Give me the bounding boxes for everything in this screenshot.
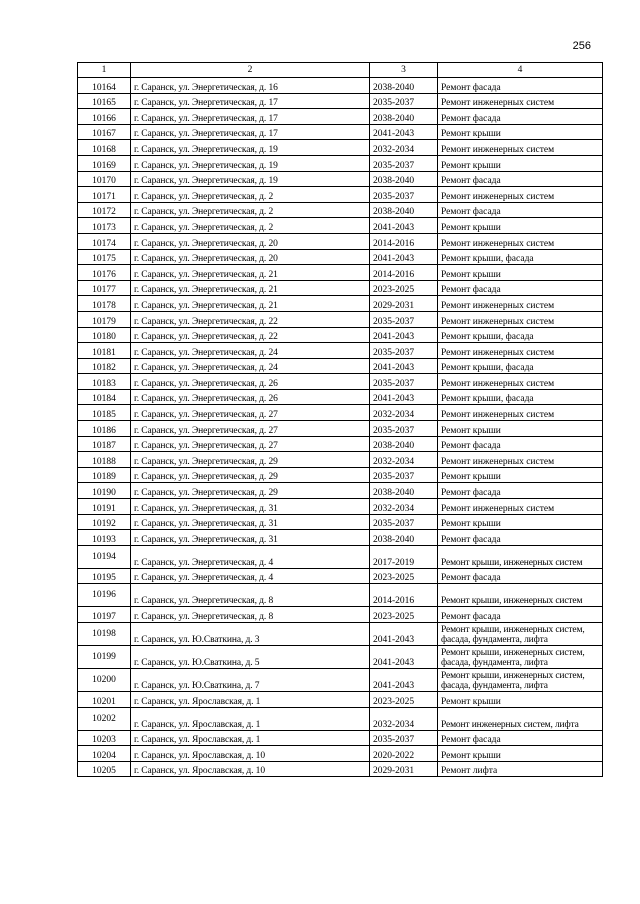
work-type-cell: Ремонт крыши	[438, 218, 603, 234]
period-cell: 2032-2034	[370, 452, 438, 468]
column-header-work-type: 4	[438, 63, 603, 78]
period-cell: 2041-2043	[370, 249, 438, 265]
period-cell: 2038-2040	[370, 436, 438, 452]
row-number-cell: 10177	[78, 280, 131, 296]
row-number-cell: 10165	[78, 93, 131, 109]
period-cell: 2035-2037	[370, 311, 438, 327]
address-cell: г. Саранск, ул. Энергетическая, д. 8	[131, 584, 370, 607]
work-type-cell: Ремонт инженерных систем	[438, 311, 603, 327]
address-cell: г. Саранск, ул. Энергетическая, д. 29	[131, 467, 370, 483]
period-cell: 2032-2034	[370, 499, 438, 515]
row-number-cell: 10198	[78, 623, 131, 646]
row-number-cell: 10174	[78, 233, 131, 249]
table-row	[78, 358, 603, 374]
period-cell: 2035-2037	[370, 467, 438, 483]
period-cell: 2041-2043	[370, 327, 438, 343]
table-row	[78, 499, 603, 515]
table-row	[78, 607, 603, 623]
work-type-cell: Ремонт фасада	[438, 171, 603, 187]
repair-schedule-table	[77, 62, 603, 777]
row-number-cell: 10178	[78, 296, 131, 312]
period-cell: 2035-2037	[370, 155, 438, 171]
work-type-cell: Ремонт фасада	[438, 530, 603, 546]
work-type-cell: Ремонт фасада	[438, 280, 603, 296]
row-number-cell: 10189	[78, 467, 131, 483]
work-type-cell: Ремонт крыши, фасада	[438, 249, 603, 265]
period-cell: 2035-2037	[370, 421, 438, 437]
table-row	[78, 202, 603, 218]
work-type-cell: Ремонт крыши	[438, 514, 603, 530]
table-row	[78, 187, 603, 203]
work-type-cell: Ремонт фасада	[438, 109, 603, 125]
period-cell: 2023-2025	[370, 692, 438, 708]
table-row	[78, 761, 603, 777]
period-cell: 2038-2040	[370, 171, 438, 187]
row-number-cell: 10172	[78, 202, 131, 218]
table-row	[78, 623, 603, 646]
table-row	[78, 233, 603, 249]
table-row	[78, 436, 603, 452]
table-row	[78, 218, 603, 234]
address-cell: г. Саранск, ул. Ю.Сваткина, д. 7	[131, 669, 370, 692]
address-cell: г. Саранск, ул. Энергетическая, д. 16	[131, 78, 370, 94]
work-type-cell: Ремонт крыши	[438, 155, 603, 171]
period-cell: 2023-2025	[370, 568, 438, 584]
address-cell: г. Саранск, ул. Энергетическая, д. 2	[131, 187, 370, 203]
table-row	[78, 249, 603, 265]
period-cell: 2017-2019	[370, 545, 438, 568]
period-cell: 2014-2016	[370, 584, 438, 607]
table-row	[78, 93, 603, 109]
row-number-cell: 10190	[78, 483, 131, 499]
table-row	[78, 311, 603, 327]
address-cell: г. Саранск, ул. Энергетическая, д. 26	[131, 374, 370, 390]
work-type-cell: Ремонт крыши, инженерных систем	[438, 584, 603, 607]
address-cell: г. Саранск, ул. Энергетическая, д. 19	[131, 140, 370, 156]
work-type-cell: Ремонт крыши	[438, 124, 603, 140]
address-cell: г. Саранск, ул. Энергетическая, д. 29	[131, 452, 370, 468]
address-cell: г. Саранск, ул. Энергетическая, д. 8	[131, 607, 370, 623]
table-row	[78, 452, 603, 468]
row-number-cell: 10186	[78, 421, 131, 437]
row-number-cell: 10196	[78, 584, 131, 607]
work-type-cell: Ремонт инженерных систем	[438, 343, 603, 359]
row-number-cell: 10185	[78, 405, 131, 421]
row-number-cell: 10203	[78, 730, 131, 746]
work-type-cell: Ремонт фасада	[438, 78, 603, 94]
row-number-cell: 10194	[78, 545, 131, 568]
work-type-cell: Ремонт инженерных систем, лифта	[438, 707, 603, 730]
table-row	[78, 467, 603, 483]
period-cell: 2029-2031	[370, 761, 438, 777]
work-type-cell: Ремонт крыши, фасада	[438, 389, 603, 405]
period-cell: 2023-2025	[370, 280, 438, 296]
row-number-cell: 10193	[78, 530, 131, 546]
table-row	[78, 265, 603, 281]
row-number-cell: 10195	[78, 568, 131, 584]
period-cell: 2038-2040	[370, 202, 438, 218]
period-cell: 2032-2034	[370, 405, 438, 421]
period-cell: 2041-2043	[370, 218, 438, 234]
table-row	[78, 692, 603, 708]
address-cell: г. Саранск, ул. Энергетическая, д. 20	[131, 233, 370, 249]
row-number-cell: 10204	[78, 746, 131, 762]
work-type-cell: Ремонт фасада	[438, 436, 603, 452]
period-cell: 2035-2037	[370, 514, 438, 530]
table-row	[78, 109, 603, 125]
table-row	[78, 514, 603, 530]
column-header-number: 1	[78, 63, 131, 78]
address-cell: г. Саранск, ул. Ю.Сваткина, д. 5	[131, 646, 370, 669]
period-cell: 2038-2040	[370, 530, 438, 546]
address-cell: г. Саранск, ул. Ю.Сваткина, д. 3	[131, 623, 370, 646]
table-row	[78, 483, 603, 499]
work-type-cell: Ремонт крыши, фасада	[438, 327, 603, 343]
work-type-cell: Ремонт крыши, инженерных систем	[438, 545, 603, 568]
address-cell: г. Саранск, ул. Ярославская, д. 10	[131, 761, 370, 777]
period-cell: 2029-2031	[370, 296, 438, 312]
work-type-cell: Ремонт крыши, фасада	[438, 358, 603, 374]
address-cell: г. Саранск, ул. Ярославская, д. 1	[131, 730, 370, 746]
address-cell: г. Саранск, ул. Энергетическая, д. 27	[131, 405, 370, 421]
table-row	[78, 374, 603, 390]
work-type-cell: Ремонт крыши, инженерных систем, фасада, фундамента, лифта	[438, 669, 603, 692]
period-cell: 2041-2043	[370, 669, 438, 692]
work-type-cell: Ремонт фасада	[438, 607, 603, 623]
work-type-cell: Ремонт инженерных систем	[438, 374, 603, 390]
table-row	[78, 327, 603, 343]
period-cell: 2038-2040	[370, 109, 438, 125]
work-type-cell: Ремонт фасада	[438, 483, 603, 499]
table-row	[78, 343, 603, 359]
table-row	[78, 530, 603, 546]
row-number-cell: 10184	[78, 389, 131, 405]
address-cell: г. Саранск, ул. Энергетическая, д. 26	[131, 389, 370, 405]
period-cell: 2038-2040	[370, 78, 438, 94]
address-cell: г. Саранск, ул. Ярославская, д. 1	[131, 692, 370, 708]
work-type-cell: Ремонт инженерных систем	[438, 140, 603, 156]
row-number-cell: 10176	[78, 265, 131, 281]
table-row	[78, 421, 603, 437]
work-type-cell: Ремонт фасада	[438, 568, 603, 584]
address-cell: г. Саранск, ул. Ярославская, д. 10	[131, 746, 370, 762]
row-number-cell: 10168	[78, 140, 131, 156]
address-cell: г. Саранск, ул. Энергетическая, д. 17	[131, 93, 370, 109]
table-row	[78, 389, 603, 405]
address-cell: г. Саранск, ул. Энергетическая, д. 31	[131, 514, 370, 530]
table-row	[78, 296, 603, 312]
period-cell: 2035-2037	[370, 187, 438, 203]
row-number-cell: 10180	[78, 327, 131, 343]
row-number-cell: 10200	[78, 669, 131, 692]
row-number-cell: 10191	[78, 499, 131, 515]
table-row	[78, 646, 603, 669]
work-type-cell: Ремонт инженерных систем	[438, 187, 603, 203]
table-header-row	[78, 63, 603, 78]
address-cell: г. Саранск, ул. Энергетическая, д. 31	[131, 499, 370, 515]
row-number-cell: 10187	[78, 436, 131, 452]
period-cell: 2020-2022	[370, 746, 438, 762]
address-cell: г. Саранск, ул. Энергетическая, д. 4	[131, 545, 370, 568]
row-number-cell: 10188	[78, 452, 131, 468]
address-cell: г. Саранск, ул. Энергетическая, д. 2	[131, 202, 370, 218]
address-cell: г. Саранск, ул. Энергетическая, д. 24	[131, 358, 370, 374]
period-cell: 2032-2034	[370, 707, 438, 730]
table-row	[78, 155, 603, 171]
period-cell: 2041-2043	[370, 124, 438, 140]
row-number-cell: 10170	[78, 171, 131, 187]
work-type-cell: Ремонт крыши	[438, 265, 603, 281]
row-number-cell: 10173	[78, 218, 131, 234]
address-cell: г. Саранск, ул. Энергетическая, д. 4	[131, 568, 370, 584]
period-cell: 2023-2025	[370, 607, 438, 623]
work-type-cell: Ремонт крыши	[438, 467, 603, 483]
row-number-cell: 10197	[78, 607, 131, 623]
row-number-cell: 10167	[78, 124, 131, 140]
address-cell: г. Саранск, ул. Энергетическая, д. 21	[131, 265, 370, 281]
row-number-cell: 10182	[78, 358, 131, 374]
period-cell: 2014-2016	[370, 233, 438, 249]
table-row	[78, 568, 603, 584]
work-type-cell: Ремонт крыши, инженерных систем, фасада, фундамента, лифта	[438, 646, 603, 669]
row-number-cell: 10166	[78, 109, 131, 125]
period-cell: 2035-2037	[370, 343, 438, 359]
table-row	[78, 78, 603, 94]
page-number: 256	[572, 40, 591, 52]
work-type-cell: Ремонт крыши, инженерных систем, фасада, фундамента, лифта	[438, 623, 603, 646]
period-cell: 2041-2043	[370, 389, 438, 405]
work-type-cell: Ремонт фасада	[438, 730, 603, 746]
address-cell: г. Саранск, ул. Ярославская, д. 1	[131, 707, 370, 730]
work-type-cell: Ремонт инженерных систем	[438, 499, 603, 515]
row-number-cell: 10179	[78, 311, 131, 327]
work-type-cell: Ремонт инженерных систем	[438, 296, 603, 312]
table-row	[78, 669, 603, 692]
address-cell: г. Саранск, ул. Энергетическая, д. 2	[131, 218, 370, 234]
period-cell: 2041-2043	[370, 358, 438, 374]
period-cell: 2035-2037	[370, 374, 438, 390]
row-number-cell: 10192	[78, 514, 131, 530]
address-cell: г. Саранск, ул. Энергетическая, д. 17	[131, 109, 370, 125]
work-type-cell: Ремонт инженерных систем	[438, 233, 603, 249]
address-cell: г. Саранск, ул. Энергетическая, д. 19	[131, 171, 370, 187]
table-row	[78, 171, 603, 187]
column-header-period: 3	[370, 63, 438, 78]
work-type-cell: Ремонт лифта	[438, 761, 603, 777]
work-type-cell: Ремонт крыши	[438, 692, 603, 708]
address-cell: г. Саранск, ул. Энергетическая, д. 20	[131, 249, 370, 265]
row-number-cell: 10164	[78, 78, 131, 94]
address-cell: г. Саранск, ул. Энергетическая, д. 22	[131, 327, 370, 343]
period-cell: 2014-2016	[370, 265, 438, 281]
work-type-cell: Ремонт крыши	[438, 746, 603, 762]
work-type-cell: Ремонт инженерных систем	[438, 452, 603, 468]
row-number-cell: 10169	[78, 155, 131, 171]
address-cell: г. Саранск, ул. Энергетическая, д. 22	[131, 311, 370, 327]
address-cell: г. Саранск, ул. Энергетическая, д. 31	[131, 530, 370, 546]
row-number-cell: 10202	[78, 707, 131, 730]
period-cell: 2035-2037	[370, 93, 438, 109]
row-number-cell: 10205	[78, 761, 131, 777]
table-row	[78, 280, 603, 296]
address-cell: г. Саранск, ул. Энергетическая, д. 21	[131, 280, 370, 296]
work-type-cell: Ремонт инженерных систем	[438, 93, 603, 109]
row-number-cell: 10199	[78, 646, 131, 669]
period-cell: 2035-2037	[370, 730, 438, 746]
period-cell: 2041-2043	[370, 646, 438, 669]
address-cell: г. Саранск, ул. Энергетическая, д. 29	[131, 483, 370, 499]
row-number-cell: 10201	[78, 692, 131, 708]
table-row	[78, 545, 603, 568]
row-number-cell: 10183	[78, 374, 131, 390]
address-cell: г. Саранск, ул. Энергетическая, д. 27	[131, 436, 370, 452]
address-cell: г. Саранск, ул. Энергетическая, д. 17	[131, 124, 370, 140]
period-cell: 2038-2040	[370, 483, 438, 499]
work-type-cell: Ремонт фасада	[438, 202, 603, 218]
table-row	[78, 124, 603, 140]
table-row	[78, 405, 603, 421]
table-body	[78, 78, 603, 777]
row-number-cell: 10175	[78, 249, 131, 265]
address-cell: г. Саранск, ул. Энергетическая, д. 24	[131, 343, 370, 359]
column-header-address: 2	[131, 63, 370, 78]
work-type-cell: Ремонт крыши	[438, 421, 603, 437]
row-number-cell: 10181	[78, 343, 131, 359]
table-row	[78, 730, 603, 746]
address-cell: г. Саранск, ул. Энергетическая, д. 19	[131, 155, 370, 171]
address-cell: г. Саранск, ул. Энергетическая, д. 27	[131, 421, 370, 437]
address-cell: г. Саранск, ул. Энергетическая, д. 21	[131, 296, 370, 312]
work-type-cell: Ремонт инженерных систем	[438, 405, 603, 421]
period-cell: 2041-2043	[370, 623, 438, 646]
table-row	[78, 584, 603, 607]
row-number-cell: 10171	[78, 187, 131, 203]
period-cell: 2032-2034	[370, 140, 438, 156]
table-row	[78, 746, 603, 762]
table-row	[78, 707, 603, 730]
table-row	[78, 140, 603, 156]
